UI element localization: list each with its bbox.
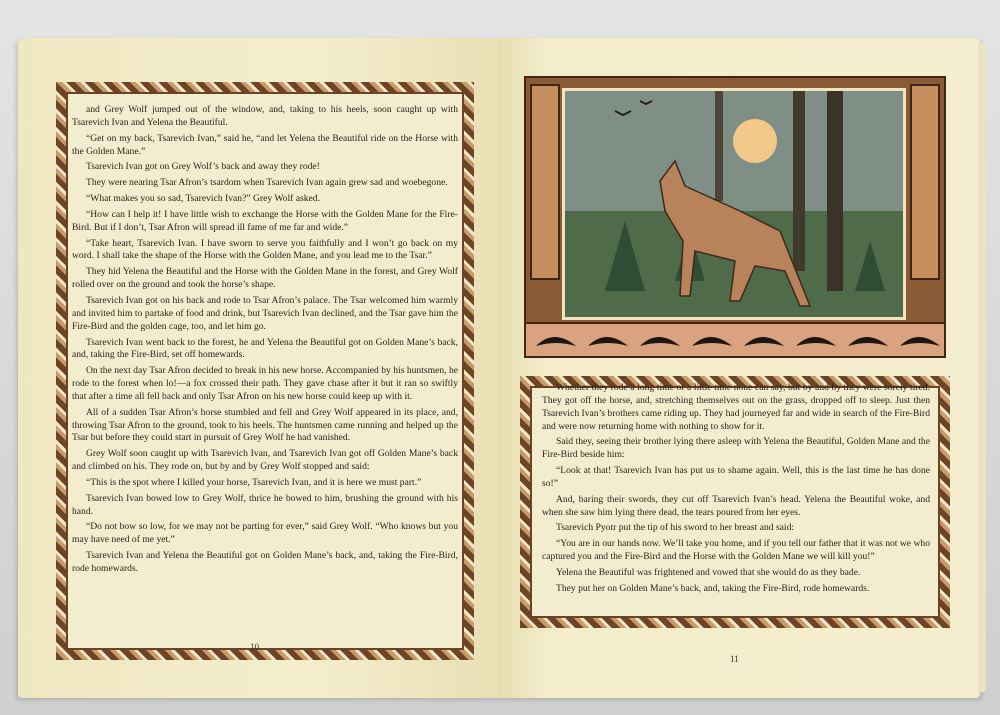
paragraph: “Do not bow so low, for we may not be parting for ever,” said Grey Wolf. “Who knows but you may have need of me yet.” — [72, 521, 458, 546]
paragraph: “What makes you so sad, Tsarevich Ivan?” Grey Wolf asked. — [86, 193, 320, 205]
paragraph: Yelena the Beautiful was frightened and vowed that she would do as they bade. — [556, 566, 861, 578]
left-page-text — [72, 104, 458, 646]
paragraph: Grey Wolf soon caught up with Tsarevich Ivan, and Tsarevich Ivan got off Golden Mane’s back and climbed on his. They rode on, but by and by Grey Wolf stopped and said: — [72, 448, 458, 473]
paragraph: On the next day Tsar Afron decided to break in his new horse. Accompanied by his huntsmen, he rode to the forest when lo!—a fox crossed their path. They gave chase after it but it ran so swiftly that after a time all fell back and only Tsar Afron on his new horse could keep up with it. — [72, 365, 458, 402]
paragraph: Tsarevich Ivan got on Grey Wolf’s back and away they rode! — [86, 161, 320, 173]
paragraph: and Grey Wolf jumped out of the window, and, taking to his heels, soon caught up with Tsarevich Ivan and Yelena the Beautiful. — [72, 104, 458, 128]
paragraph: All of a sudden Tsar Afron’s horse stumbled and fell and Grey Wolf appeared in its place, and, throwing Tsar Afron to the ground, took to his heels. The huntsmen came running and helped up the Tsar but before they could start in pursuit of Grey Wolf he had vanished. — [72, 406, 458, 444]
tree-trunk — [827, 91, 843, 291]
tree-trunk — [793, 91, 805, 271]
paragraph: “This is the spot where I killed your horse, Tsarevich Ivan, and it is here we must part.” — [86, 476, 422, 488]
decorative-side-panel — [530, 84, 560, 280]
wolf-illustration — [562, 88, 906, 320]
paragraph: Tsarevich Ivan bowed low to Grey Wolf, thrice he bowed to him, brushing the ground with his hand. — [72, 492, 458, 517]
paragraph: “Get on my back, Tsarevich Ivan,” said he, “and let Yelena the Beautiful ride on the Horse with the Golden Mane.” — [72, 132, 458, 157]
decorative-side-panel — [910, 84, 940, 280]
right-page-text — [542, 382, 930, 618]
paragraph: They hid Yelena the Beautiful and the Horse with the Golden Mane in the forest, and Grey Wolf rolled over on the ground and took the horse’s shape. — [72, 266, 458, 291]
paragraph: “Look at that! Tsarevich Ivan has put us to shame again. Well, this is the last time he has done so!” — [542, 465, 930, 489]
page-number-left: 10 — [250, 642, 259, 652]
wolf-howling-moon-image — [565, 91, 903, 317]
left-page — [18, 38, 504, 698]
paragraph: Said they, seeing their brother lying there asleep with Yelena the Beautiful, Golden Mane and the Fire-Bird beside him: — [542, 436, 930, 461]
paragraph: Tsarevich Ivan went back to the forest, he and Yelena the Beautiful got on Golden Mane’s back, and, taking the Fire-Bird, set off homewards. — [72, 336, 458, 361]
paragraph: They put her on Golden Mane’s back, and, taking the Fire-Bird, rode homewards. — [556, 582, 870, 594]
right-page — [500, 38, 980, 698]
crows-decoration — [526, 324, 944, 356]
paragraph: Tsarevich Ivan got on his back and rode to Tsar Afron’s palace. The Tsar welcomed him warmly and invited him to partake of food and drink, but Tsarevich Ivan declined, and the Tsar gave him the Fire-Bird and the golden cage, too, and let him go. — [72, 294, 458, 332]
paragraph: They were nearing Tsar Afron’s tsardom when Tsarevich Ivan again grew sad and woebegone. — [86, 177, 448, 189]
paragraph: “How can I help it! I have little wish to exchange the Horse with the Golden Mane for the Fire-Bird. But if I don’t, Tsar Afron will spread ill fame of me far and wide.” — [72, 208, 458, 233]
moon-icon — [733, 119, 777, 163]
paragraph: “You are in our hands now. We’ll take you home, and if you tell our father that it was not we who captured you and the Fire-Bird and the Horse with the Golden Mane we will kill you!” — [542, 538, 930, 563]
crow-border-band — [526, 322, 944, 356]
page-number-right: 11 — [730, 654, 739, 664]
paragraph: Tsarevich Ivan and Yelena the Beautiful got on Golden Mane’s back, and, taking the Fire-Bird, rode homewards. — [72, 550, 458, 574]
paragraph: Whether they rode a long time or a little time none can say, but by and by they were sorely tired. They got off the horse, and, stretching themselves out on the grass, dropped off to sleep. Just then Tsarevich Ivan’s brothers came riding up. They had journeyed far and wide in search of the Fire-Bird and were now returning home with nothing to show for it. — [542, 382, 930, 432]
paragraph: And, baring their swords, they cut off Tsarevich Ivan’s head. Yelena the Beautiful woke, and when she saw him lying there dead, the tears poured from her eyes. — [542, 493, 930, 518]
illustration-frame — [524, 76, 946, 358]
paragraph: Tsarevich Pyotr put the tip of his sword to her breast and said: — [556, 522, 795, 534]
paragraph: “Take heart, Tsarevich Ivan. I have sworn to serve you faithfully and I won’t go back on my word. I shall take the shape of the Horse with the Golden Mane, and you lead me to the Tsar.” — [72, 237, 458, 262]
open-book — [18, 38, 986, 698]
